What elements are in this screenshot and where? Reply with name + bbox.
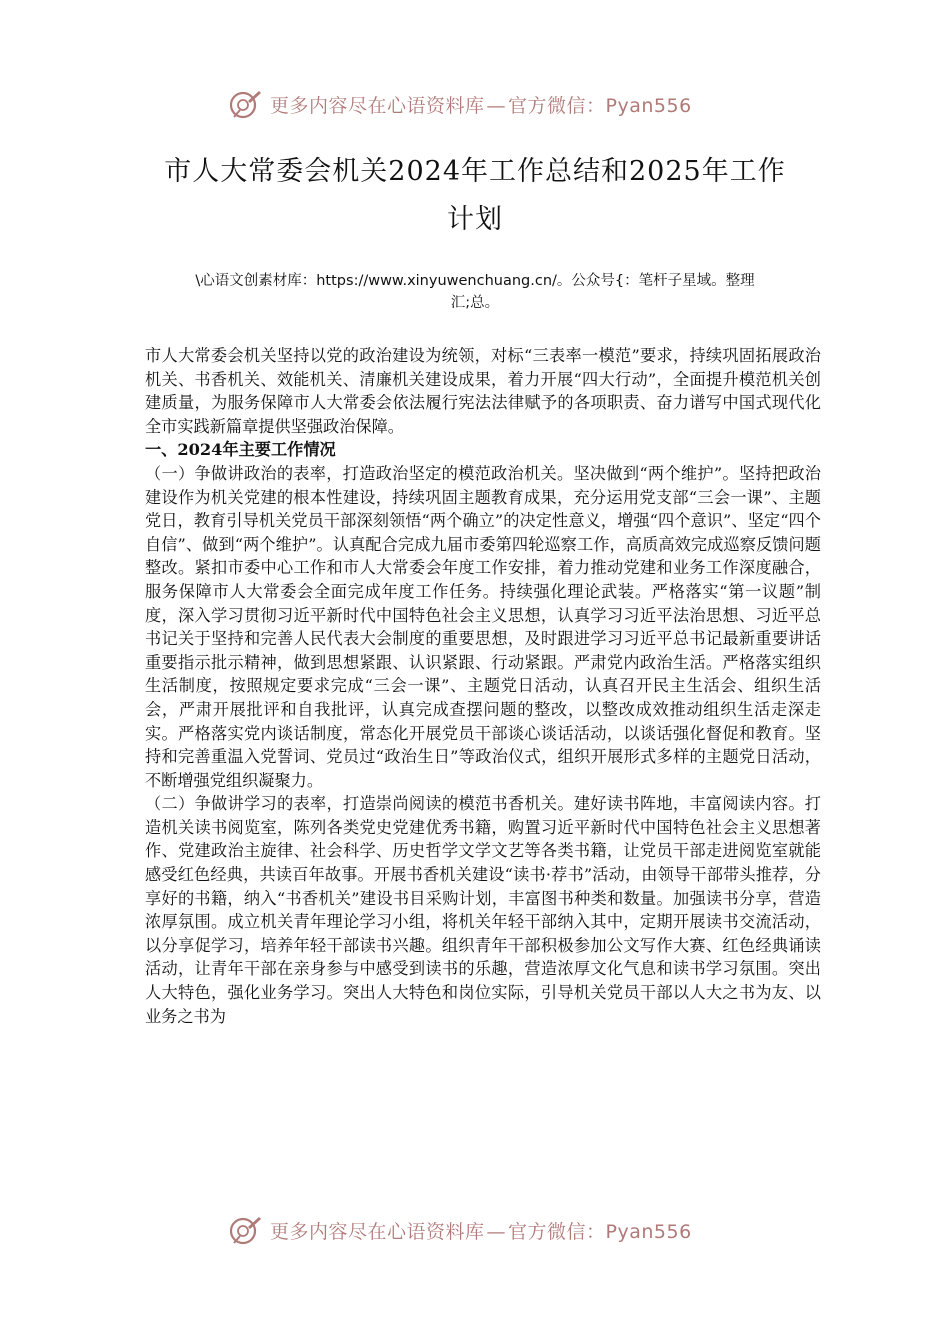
brand-logo-icon — [228, 1213, 262, 1247]
section-1-paragraph: （一）争做讲政治的表率，打造政治坚定的模范政治机关。坚决做到“两个维护”。坚持把政治建设作为机关党建的根本性建设，持续巩固主题教育成果，充分运用党支部“三会一课”、主题党日，教育引导机关党员干部深刻领悟“两个确立”的决定性意义，增强“四个意识”、坚定“四个自信”、做到“两个维护”。认真配合完成九届市委第四轮巡察工作，高质高效完成巡察反馈问题整改。紧扣市委中心工作和市人大常委会年度工作安排，着力推动党建和业务工作深度融合，服务保障市人大常委会全面完成年度工作任务。持续强化理论武装。严格落实“第一议题”制度，深入学习贯彻习近平新时代中国特色社会主义思想，认真学习习近平法治思想、习近平总书记关于坚持和完善人民代表大会制度的重要思想，及时跟进学习习近平总书记最新重要讲话重要指示批示精神，做到思想紧跟、认识紧跟、行动紧跟。严肃党内政治生活。严格落实组织生活制度，按照规定要求完成“三会一课”、主题党日活动，认真召开民主生活会、组织生活会，严肃开展批评和自我批评，认真完成查摆问题的整改，以整改成效推动组织生活走深走实。严格落实党内谈话制度，常态化开展党员干部谈心谈话活动，以谈话强化督促和教育。坚持和完善重温入党誓词、党员过“政治生日”等政治仪式，组织开展形式多样的主题党日活动，不断增强党组织凝聚力。 — [145, 463, 821, 790]
footer-banner — [228, 1212, 728, 1248]
title-line-1: 市人大常委会机关2024年工作总结和2025年工作 — [164, 156, 786, 187]
section-heading: 一、2024年主要工作情况 — [145, 440, 336, 460]
banner-wechat-label: 官方微信： — [508, 1220, 606, 1243]
banner-separator: — — [486, 94, 507, 117]
document-body — [145, 344, 821, 1028]
title-line-2: 计划 — [447, 204, 503, 235]
banner-separator: — — [486, 1220, 507, 1243]
header-banner — [228, 86, 728, 122]
source-line-2: 汇;总。 — [450, 295, 500, 311]
banner-text — [270, 91, 692, 118]
brand-logo-icon — [228, 87, 262, 121]
section-2-paragraph: （二）争做讲学习的表率，打造崇尚阅读的模范书香机关。建好读书阵地，丰富阅读内容。打造机关读书阅览室，陈列各类党史党建优秀书籍，购置习近平新时代中国特色社会主义思想著作、党建政治主旋律、社会科学、历史哲学文学文艺等各类书籍，让党员干部走进阅览室就能感受红色经典，共读百年故事。开展书香机关建设“读书·荐书”活动，由领导干部带头推荐，分享好的书籍，纳入“书香机关”建设书目采购计划，丰富图书种类和数量。加强读书分享，营造浓厚氛围。成立机关青年理论学习小组，将机关年轻干部纳入其中，定期开展读书交流活动，以分享促学习，培养年轻干部读书兴趣。组织青年干部积极参加公文写作大赛、红色经典诵读活动，让青年干部在亲身参与中感受到读书的乐趣，营造浓厚文化气息和读书学习氛围。突出人大特色，强化业务学习。突出人大特色和岗位实际，引导机关党员干部以人大之书为友、以业务之书为 — [145, 794, 821, 1026]
source-line-1: \心语文创素材库：https://www.xinyuwenchuang.cn/。公众号{：笔杆子星域。整理 — [195, 273, 755, 289]
banner-wechat-id: Pyan556 — [605, 94, 692, 117]
document-title — [130, 148, 820, 244]
intro-paragraph: 市人大常委会机关坚持以党的政治建设为统领，对标“三表率一模范”要求，持续巩固拓展政治机关、书香机关、效能机关、清廉机关建设成果，着力开展“四大行动”，全面提升模范机关创建质量，为服务保障市人大常委会依法履行宪法法律赋予的各项职责、奋力谱写中国式现代化全市实践新篇章提供坚强政治保障。 — [145, 346, 821, 436]
banner-title: 更多内容尽在心语资料库 — [270, 1220, 485, 1243]
banner-text — [270, 1217, 692, 1244]
banner-wechat-id: Pyan556 — [605, 1220, 692, 1243]
banner-wechat-label: 官方微信： — [508, 94, 606, 117]
source-note — [140, 270, 810, 314]
banner-title: 更多内容尽在心语资料库 — [270, 94, 485, 117]
